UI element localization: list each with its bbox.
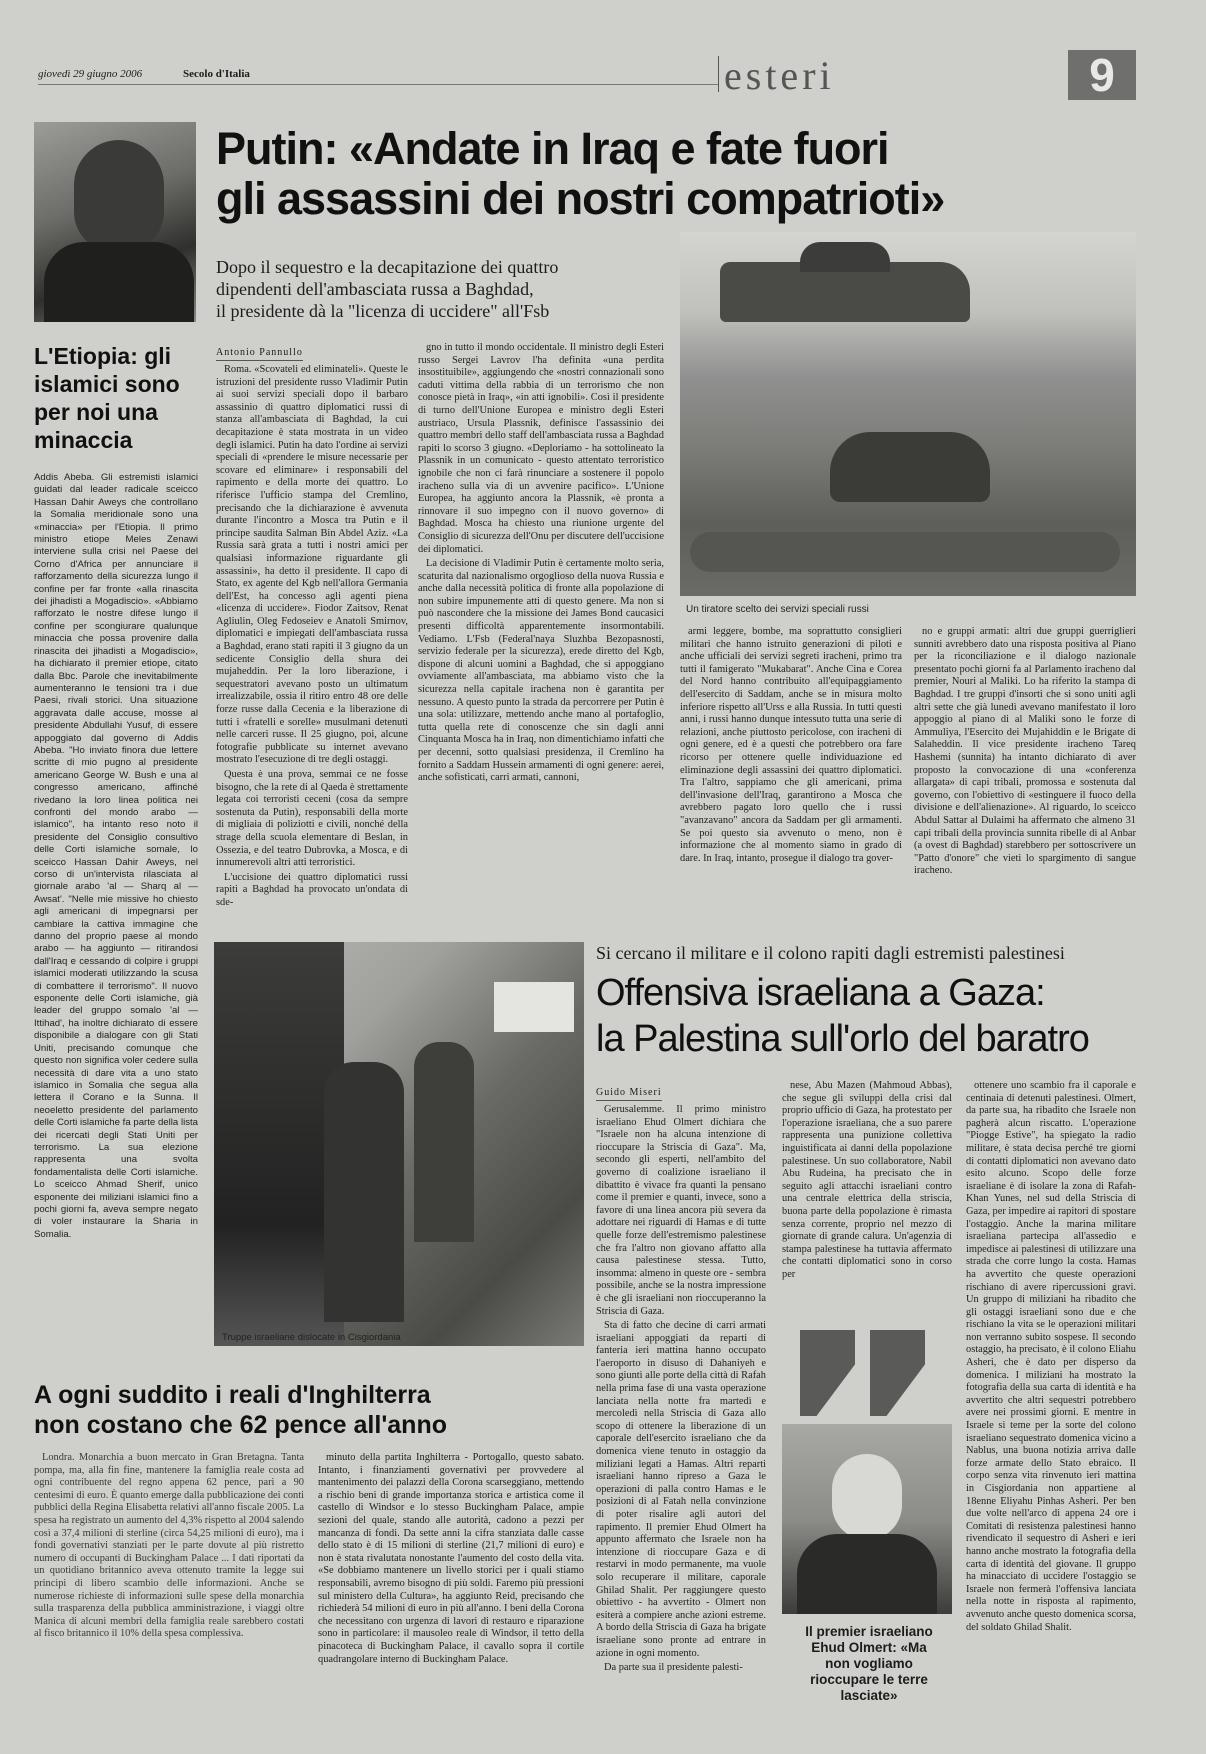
putin-deck xyxy=(216,256,646,322)
uk-headline-line2: non costano che 62 pence all'anno xyxy=(34,1411,447,1439)
troops-photo-caption: Truppe israeliane dislocate in Cisgiordania xyxy=(222,1332,401,1343)
putin-col-1-text-c: L'uccisione dei quattro diplomatici russi rapiti a Baghdad ha provocato un'ondata di sde- xyxy=(216,871,408,908)
header-date: giovedì 29 giugno 2006 xyxy=(38,68,143,80)
gaza-col-1-text-c: Da parte sua il presidente palesti- xyxy=(604,1662,743,1674)
ethiopia-body-text: Addis Abeba. Gli estremisti islamici guidati dal leader radicale sceicco Hassan Dahir Aweys che controllano la Somalia meridionale sono una «minaccia» per l'Etiopia. Il primo ministro etiope Meles Zenawi interviene sulla crisi nel Paese del Corno d'Africa per annunciare il rafforzamento della sicurezza lungo il confine per far fronte «alla rinascita dei jihadisti a Mogadiscio». «Abbiamo rafforzato le nostre difese lungo il confine per scongiurare qualunque minaccia che possa provenire dalla rinascita dei jihadisti a Mogadiscio», ha dichiarato il premier etiope, citato dalla Bbc. Parole che inevitabilmente aumenteranno le tensioni tra i due Paesi, rivali storici. Una situazione aggravata dalle accuse, mosse al presidente Abdullahi Yusuf, di essere appoggiato dal governo di Addis Abeba. "Ho inviato finora due lettere scritte di mio pugno al presidente americano George W. Bush e una al congresso americano, affinché rivedano la loro linea politica nei confronti del mondo arabo — islamico", ha intanto reso noto il presidente del Consiglio consultivo delle Corti islamiche somale, lo sceicco Hassan Dahir Aweys, nel corso di un'intervista rilasciata al giornale arabo 'al — Sharq al — Awsat'. "Nelle mie missive ho chiesto agli americani di impegnarsi per cambiare la cattiva immagine che danno del proprio paese al mondo arabo — ha aggiunto — ritirandosi dall'Iraq e cessando di colpire i gruppi islamici moderati utilizzando la scusa di combattere il terrorismo". Il nuovo esponente delle Corti islamiche, già leader del gruppo somalo 'al — Ittihad', ha inoltre dichiarato di essere disponibile a dialogare con gli Stati Uniti, precisando comunque che questo non significa voler cedere sulla necessità di dare vita a uno stato islamico in Somalia che segua alla lettera il Corano e la Sunna. Il neoeletto presidente del parlamento delle Corti islamiche fa parte della lista dei ricercati degli Stati Uniti per terrorismo. La sua elezione rappresenta una svolta fondamentalista delle Corti islamiche. Lo sceicco Ahmad Sherif, unico esponente dei miliziani islamici fino a pochi giorni fa, aveva sempre negato di voler instaurare la Sharia in Somalia. xyxy=(34,472,198,1240)
putin-headline xyxy=(216,124,1146,224)
gaza-col-1 xyxy=(596,1104,766,1744)
putin-col-3 xyxy=(680,626,902,942)
uk-col-1 xyxy=(34,1452,304,1744)
uk-headline xyxy=(34,1380,584,1440)
gaza-col-3 xyxy=(966,1080,1136,1744)
header-divider xyxy=(38,84,718,85)
putin-col-2 xyxy=(418,342,664,942)
gaza-col-1-text-b: Sta di fatto che decine di carri armati israeliani appoggiati da reparti di fanteria ieri mattina hanno occupato l'aeroporto in disuso di Dahaniyeh e sono giunti alle porte della città di Rafah nella prima fase di una vasta operazione lanciata nella notte fra martedì e mercoledì nella Striscia di Gaza allo scopo di ottenere la liberazione di un caporale dell'esercito israeliano che da domenica viene tenuto in ostaggio da miliziani legati a Hamas. Altri reparti israeliani hanno ripreso a Gaza le operazioni di palla contro Hamas e le posizioni di al Fatah nella convinzione di poter risalire agli autori del rapimento. Il premier Ehud Olmert ha appunto affermato che Israele non ha intenzione di rioccupare Gaza e di restarvi in modo permanente, ma vuole solo recuperare il militare, caporale Ghilad Shalit. Per raggiungere questo obiettivo - ha avvertito - Olmert non esiterà a compiere anche azioni estreme. A bordo della Striscia di Gaza ha brigate israeliane sono pronte ad entrare in azione in ogni momento. xyxy=(596,1320,766,1659)
putin-headline-line2: gli assassini dei nostri compatrioti» xyxy=(216,173,945,224)
gaza-kicker: Si cercano il militare e il colono rapiti dagli estremisti palestinesi xyxy=(596,943,1065,963)
putin-col-1-text-b: Questa è una prova, semmai ce ne fosse bisogno, che la rete di al Qaeda è strettamente legata coi terroristi ceceni (cosa da sempre sostenuta da Putin), responsabili della morte di migliaia di poliziotti e civili, nonché della strage della scuola elementare di Beslan, in Ossezia, e del teatro Dubrovka, a Mosca, e di innumerevoli altri atti terroristici. xyxy=(216,769,408,869)
gaza-col-2-text: nese, Abu Mazen (Mahmoud Abbas), che segue gli sviluppi della crisi dal proprio ufficio di Gaza, ha protestato per l'operazione israeliana, che a suo parere rappresenta una punizione collettiva inguistificata ai danni della popolazione palestinese. Un suo collaboratore, Nabil Abu Rudeina, ha precisato che in seguito agli attacchi israeliani contro una centrale elettrica della striscia, buona parte della popolazione è rimasta senza corrente, proprio nel mezzo di giornate di grande calura. Un'agenzia di stampa palestinese ha tuttavia affermato che contatti diplomatici sono in corso per xyxy=(782,1080,952,1280)
putin-deck-line3: il presidente dà la "licenza di uccidere" all'Fsb xyxy=(216,301,550,321)
putin-col-2-text-b: La decisione di Vladimir Putin è certamente molto seria, scaturita dal nazionalismo orgoglioso della nuova Russia e anche dalla necessità politica di fronte alla popolazione di non subire impunemente atti di questo genere. Ma non si può nascondere che la missione dei James Bond caucasici presenti difficoltà apparentemente insormontabili. Vediamo. L'Fsb (Federal'naya Sluzhba Bezopasnosti, servizio federale per la sicurezza), erede diretto del Kgb, dispone di alcuni uomini a Baghdad, che si appoggiano ovviamente all'ambasciata, ma abbiamo visto che la sicurezza nella capitale irachena non è garantita per nessuno. A questo punto la strada da percorrere per Putin è una sola: utilizzare, mettendo anche mano al portafoglio, tutta quella rete di conoscenze che sin dagli anni Cinquanta Mosca ha in Iraq, non dimentichiamo infatti che per decenni, sotto qualsiasi presidenza, il Cremlino ha fornito a Saddam Hussein armamenti di ogni genere: aerei, anche sofisticati, carri armati, cannoni, xyxy=(418,558,664,784)
section-label: esteri xyxy=(724,53,835,98)
uk-col-2 xyxy=(318,1452,584,1744)
putin-byline-wrap xyxy=(216,342,416,361)
putin-byline: Antonio Pannullo xyxy=(216,347,303,361)
header-paper: Secolo d'Italia xyxy=(183,68,250,80)
troops-photo xyxy=(214,942,584,1346)
putin-col-2-text: gno in tutto il mondo occidentale. Il ministro degli Esteri russo Sergei Lavrov l'ha definita «una perdita insostituibile», aggiungendo che «nostri connazionali sono caduti vittima della rabbia di un terrorismo che non conosce pietà in Iraq», «in atti ignobili». Così il presidente di turno dell'Unione Europea e ministro degli Esteri austriaco, Ursula Plassnik, definisce l'assassinio dei quattro membri dello staff dell'ambasciata russa a Baghdad rapiti lo scorso 3 giugno. «Deploriamo - ha sottolineato la Plassnik in un comunicato - questo attentato terroristico ignobile che non ci farà rinunciare a sostenere il popolo iracheno sulla via di un avvenire pacifico». L'Unione Europea, ha aggiunto ancora la Plassnik, «è pronta a rinnovare il suo impegno con il nuovo governo» di Baghdad. Mosca ha chiesto una riunione urgente del Consiglio di sicurezza dell'Onu per discutere dell'uccisione dei diplomatici. xyxy=(418,342,664,555)
gaza-headline xyxy=(596,970,1136,1062)
gaza-col-1-text: Gerusalemme. Il primo ministro israeliano Ehud Olmert dichiara che "Israele non ha alcuna intenzione di rioccupare la Striscia di Gaza". Ma, secondo gli esperti, nell'ambito del governo di coalizione israeliano il dibattito è vivace fra quanti la pensano come il premier e quanti, invece, sono a favore di una linea ancora più severa da adottare nei riguardi di Hamas e di tutte quelle forze dell'estremismo palestinese che fra l'altro non giovano affatto alla causa palestinese stessa. Tutto, insomma: almeno in queste ore - sembra possibile, anche se la nostra impressione è che gli israeliani non rioccuperanno la Striscia di Gaza. xyxy=(596,1104,766,1317)
gaza-col-2 xyxy=(782,1080,952,1320)
putin-col-1-text: Roma. «Scovateli ed eliminateli». Queste le istruzioni del presidente russo Vladimir Putin ai suoi servizi speciali dopo il barbaro assassinio di quattro diplomatici russi di stanza all'ambasciata di Baghdad, la cui decapitazione è stata mostrata in un video degli islamici. Putin ha dato l'ordine ai servizi speciali di «prendere le misure necessarie per scovare ed eliminare» i responsabili del rapimento e della morte dei quattro. Lo riferisce l'ufficio stampa del Cremlino, precisando che la dichiarazione è avvenuta durante l'incontro a Mosca tra Putin e il principe saudita Salman Bin Abdel Aziz. «La Russia sarà grata a tutti i nostri amici per qualsiasi informazione riguardante gli assassini», ha detto il presidente. Il capo di Stato, ex agente del Kgb nell'allora Germania dell'Est, ha concesso agli agenti piena «licenza di uccidere». Fiodor Zaitsov, Renat Agliulin, Oleg Fedoseiev e Anatoli Smirnov, diplomatici e impiegati dell'ambasciata russa a Baghdad, erano stati rapiti il 3 giugno da un sedicente Consiglio della shura dei mujaheddin. Per la loro liberazione, i sequestratori avevano posto un ultimatum irrealizzabile, ossia il ritiro entro 48 ore delle forze russe dalla Cecenia e la liberazione di tutti i «fratelli e sorelle» musulmani detenuti nelle carceri russe. Il 25 giugno, poi, alcune fotografie pubblicate su internet avevano mostrato l'esecuzione di tre degli ostaggi. xyxy=(216,364,408,766)
header-section-divider xyxy=(718,56,719,92)
putin-deck-line2: dipendenti dell'ambasciata russa a Baghdad, xyxy=(216,279,534,299)
ethiopia-body xyxy=(34,472,198,1354)
gaza-col-3-text: ottenere uno scambio fra il caporale e centinaia di detenuti palestinesi. Olmert, da parte sua, ha ribadito che Israele non pagherà alcun riscatto. L'operazione "Piogge Estive", ha spiegato la radio militare, è stata decisa perché tre giorni di contatti diplomatici non avevano dato esito alcuno. Scopo delle forze israeliane è di isolare la zona di Rafah-Khan Yunes, nel sud della Striscia di Gaza, per impedire ai rapitori di spostare l'ostaggio. Anche la marina militare israeliana partecipa all'assedio e impedisce ai palestinesi di utilizzare una strada che corre lungo la costa. Hamas ha avvertito che queste operazioni rischiano di avere ripercussioni gravi. Un gruppo di miliziani ha ribadito che gli ostaggi israeliani sono due e che rischiano la vita se le operazioni militari non verranno subito sospese. Il secondo ostaggio, ha precisato, è il colono Eliahu Asheri, che è dato per disperso da domenica. I miliziani ha mostrato la fotografia della sua carta di identità e ha avvertito che altri sequestri potrebbero avere nei prossimi giorni. E mentre in Israele si teme per la sorte del colono israeliano sequestrato domenica vicino a Nablus, una buona notizia arriva dalle forze armate dello Stato ebraico. Il corpo senza vita rinvenuto ieri mattina in Cisgiordania non appartiene al 18enne Eliyahu Pinhas Asheri. Per ben due volte nell'arco di appena 24 ore i Comitati di resistenza palestinesi hanno rivendicato il sequestro di Asheri e ieri hanno anche mostrato la fotografia della carta di identità del giovane. Il gruppo ha minacciato di uccidere l'ostaggio se Israele non fermerà l'offensiva lanciata nella notte in risposta al rapimento, avvenuto anche questo domenica scorsa, del soldato Ghilad Shalit. xyxy=(966,1080,1136,1633)
putin-headline-line1: Putin: «Andate in Iraq e fate fuori xyxy=(216,123,889,174)
olmert-caption: Il premier israeliano Ehud Olmert: «Ma non vogliamo rioccupare le terre lasciate» xyxy=(805,1624,933,1703)
uk-col-2-text: minuto della partita Inghilterra - Portogallo, questo sabato. Intanto, i finanziamenti governativi per provvedere al mantenimento dei palazzi della Corona scarseggiano, mettendo a rischio beni di grande importanza storica e artistica come il castello di Windsor e lo stesso Buckingham Palace, ampie sezioni del quale, stando alle autorità, cadono a pezzi per mancanza di fondi. Da sette anni la cifra stanziata dalle casse dello stato è di 15 milioni di sterline (21,7 milioni di euro) e non è stata rivalutata nonostante l'aumento del costo della vita. «Se dobbiamo mantenere un livello storici per i quali stiamo responsabili, avremo bisogno di più soldi. Faremo più pressioni sul ministero della Cultura», ha aggiunto Reid, precisando che richiederà 54 milioni di euro in più all'anno. I beni della Corona che necessitano con urgenza di lavori di restauro e riparazione sono in particolare: il mausoleo reale di Windsor, il tetto della pinacoteca di Buckingham Palace, il cavallo sopra il cortile quadrangolare interno di Buckingham Palace. xyxy=(318,1452,584,1665)
ethiopia-headline: L'Etiopia: gli islamici sono per noi una minaccia xyxy=(34,343,180,453)
gaza-byline-wrap xyxy=(596,1082,756,1101)
putin-col-4-text: no e gruppi armati: altri due gruppi guerriglieri sunniti avrebbero dato una risposta positiva al Piano per la riconciliazione e il dialogo nazionale presentato pochi giorni fa al Parlamento iracheno dal premier, Nouri al Maliki. Lo ha riferito la stampa di Baghdad. I tre gruppi d'insorti che si sono uniti agli altri sette che già lunedì avevano manifestato il loro appoggio al piano di al Maliki sono le forze di Ammuliya, l'Esercito dei Mujahiddin e le Brigate di Salaheddin. Il vice presidente iracheno Tareq Hashemi (sunnita) ha intanto dichiarato di aver proposto la convocazione di una «conferenza allargata» di capi tribali, promossa e sostenuta dal governo, con l'obiettivo di «estinguere il fuoco della divisione e dell'alienazione». Al riguardo, lo sceicco Abdul Sattar al Dulaimi ha affermato che almeno 31 capi tribali della provincia sunnita ribelle di al Anbar (a ovest di Baghdad) starebbero per sottoscrivere un "Patto d'onore" che vieti lo spargimento di sangue iracheno. xyxy=(914,626,1136,877)
zenawi-photo xyxy=(34,122,196,322)
gaza-headline-line1: Offensiva israeliana a Gaza: xyxy=(596,972,1045,1014)
uk-headline-line1: A ogni suddito i reali d'Inghilterra xyxy=(34,1381,431,1409)
putin-deck-line1: Dopo il sequestro e la decapitazione dei quattro xyxy=(216,257,559,277)
putin-col-3-text: armi leggere, bombe, ma soprattutto consiglieri militari che hanno istruito generazioni di piloti e anche ufficiali dei servizi segreti iracheni, primo tra tutti il famigerato "Mukabarat". Anche Cina e Corea del Nord hanno contribuito all'equipaggiamento dell'esercito di Saddam, anche se in misura molto inferiore rispetto all'Urss e alla Russia. In tutti questi anni, i russi hanno dunque intessuto tutta una serie di relazioni, anche piuttosto pericolose, con iracheni di ogni genere, ed è a questi che potrebbero ora fare ricorso per ottenere quelle individuazione ed eliminazione degli assassini dei quattro diplomatici. Tra l'altro, sappiamo che gli americani, prima dell'invasione dell'Iraq, garantirono a Mosca che avrebbero pagato loro quello che i russi "avanzavano" ancora da Saddam per gli armamenti. Se poi questo sia avvenuto o meno, non è informazione che al momento siamo in grado di dare. In Iraq, intanto, prosegue il dialogo tra gover- xyxy=(680,626,902,864)
uk-col-1-text: Londra. Monarchia a buon mercato in Gran Bretagna. Tanta pompa, ma, alla fin fine, mantenere la famiglia reale costa ad ogni contribuente del regno appena 62 pence, pari a 90 centesimi di euro. È quanto emerge dalla pubblicazione dei conti pubblici della Regina Elisabetta relativi all'anno fiscale 2005. La spesa ha registrato un aumento del 4,3% rispetto al 2004 salendo così a 37,4 milioni di sterline (circa 54,25 milioni di euro), ma i fondi governativi stanziati per le parte dovute al più ristretto numero di occupanti di Buckingham Palace ... I dati riportati da un quotidiano britannico aveva ottenuto tramite la legge sui principi di libero scambio delle informazioni. Anche se numerose richieste di informazioni sulle spese della monarchia sulla trasparenza della pubblica amministrazione, i viaggi oltre Manica di alcuni membri della famiglia reale sarebbero costati al fisco britannico il 10% della spesa complessiva. xyxy=(34,1452,304,1640)
putin-col-1 xyxy=(216,364,408,942)
putin-col-4 xyxy=(914,626,1136,942)
sniper-photo xyxy=(680,232,1136,596)
quote-mark xyxy=(800,1330,930,1416)
gaza-headline-line2: la Palestina sull'orlo del baratro xyxy=(596,1018,1089,1060)
olmert-photo xyxy=(782,1424,952,1614)
sniper-photo-caption: Un tiratore scelto dei servizi speciali russi xyxy=(686,604,869,615)
page-number: 9 xyxy=(1068,50,1136,100)
gaza-byline: Guido Miseri xyxy=(596,1087,662,1101)
